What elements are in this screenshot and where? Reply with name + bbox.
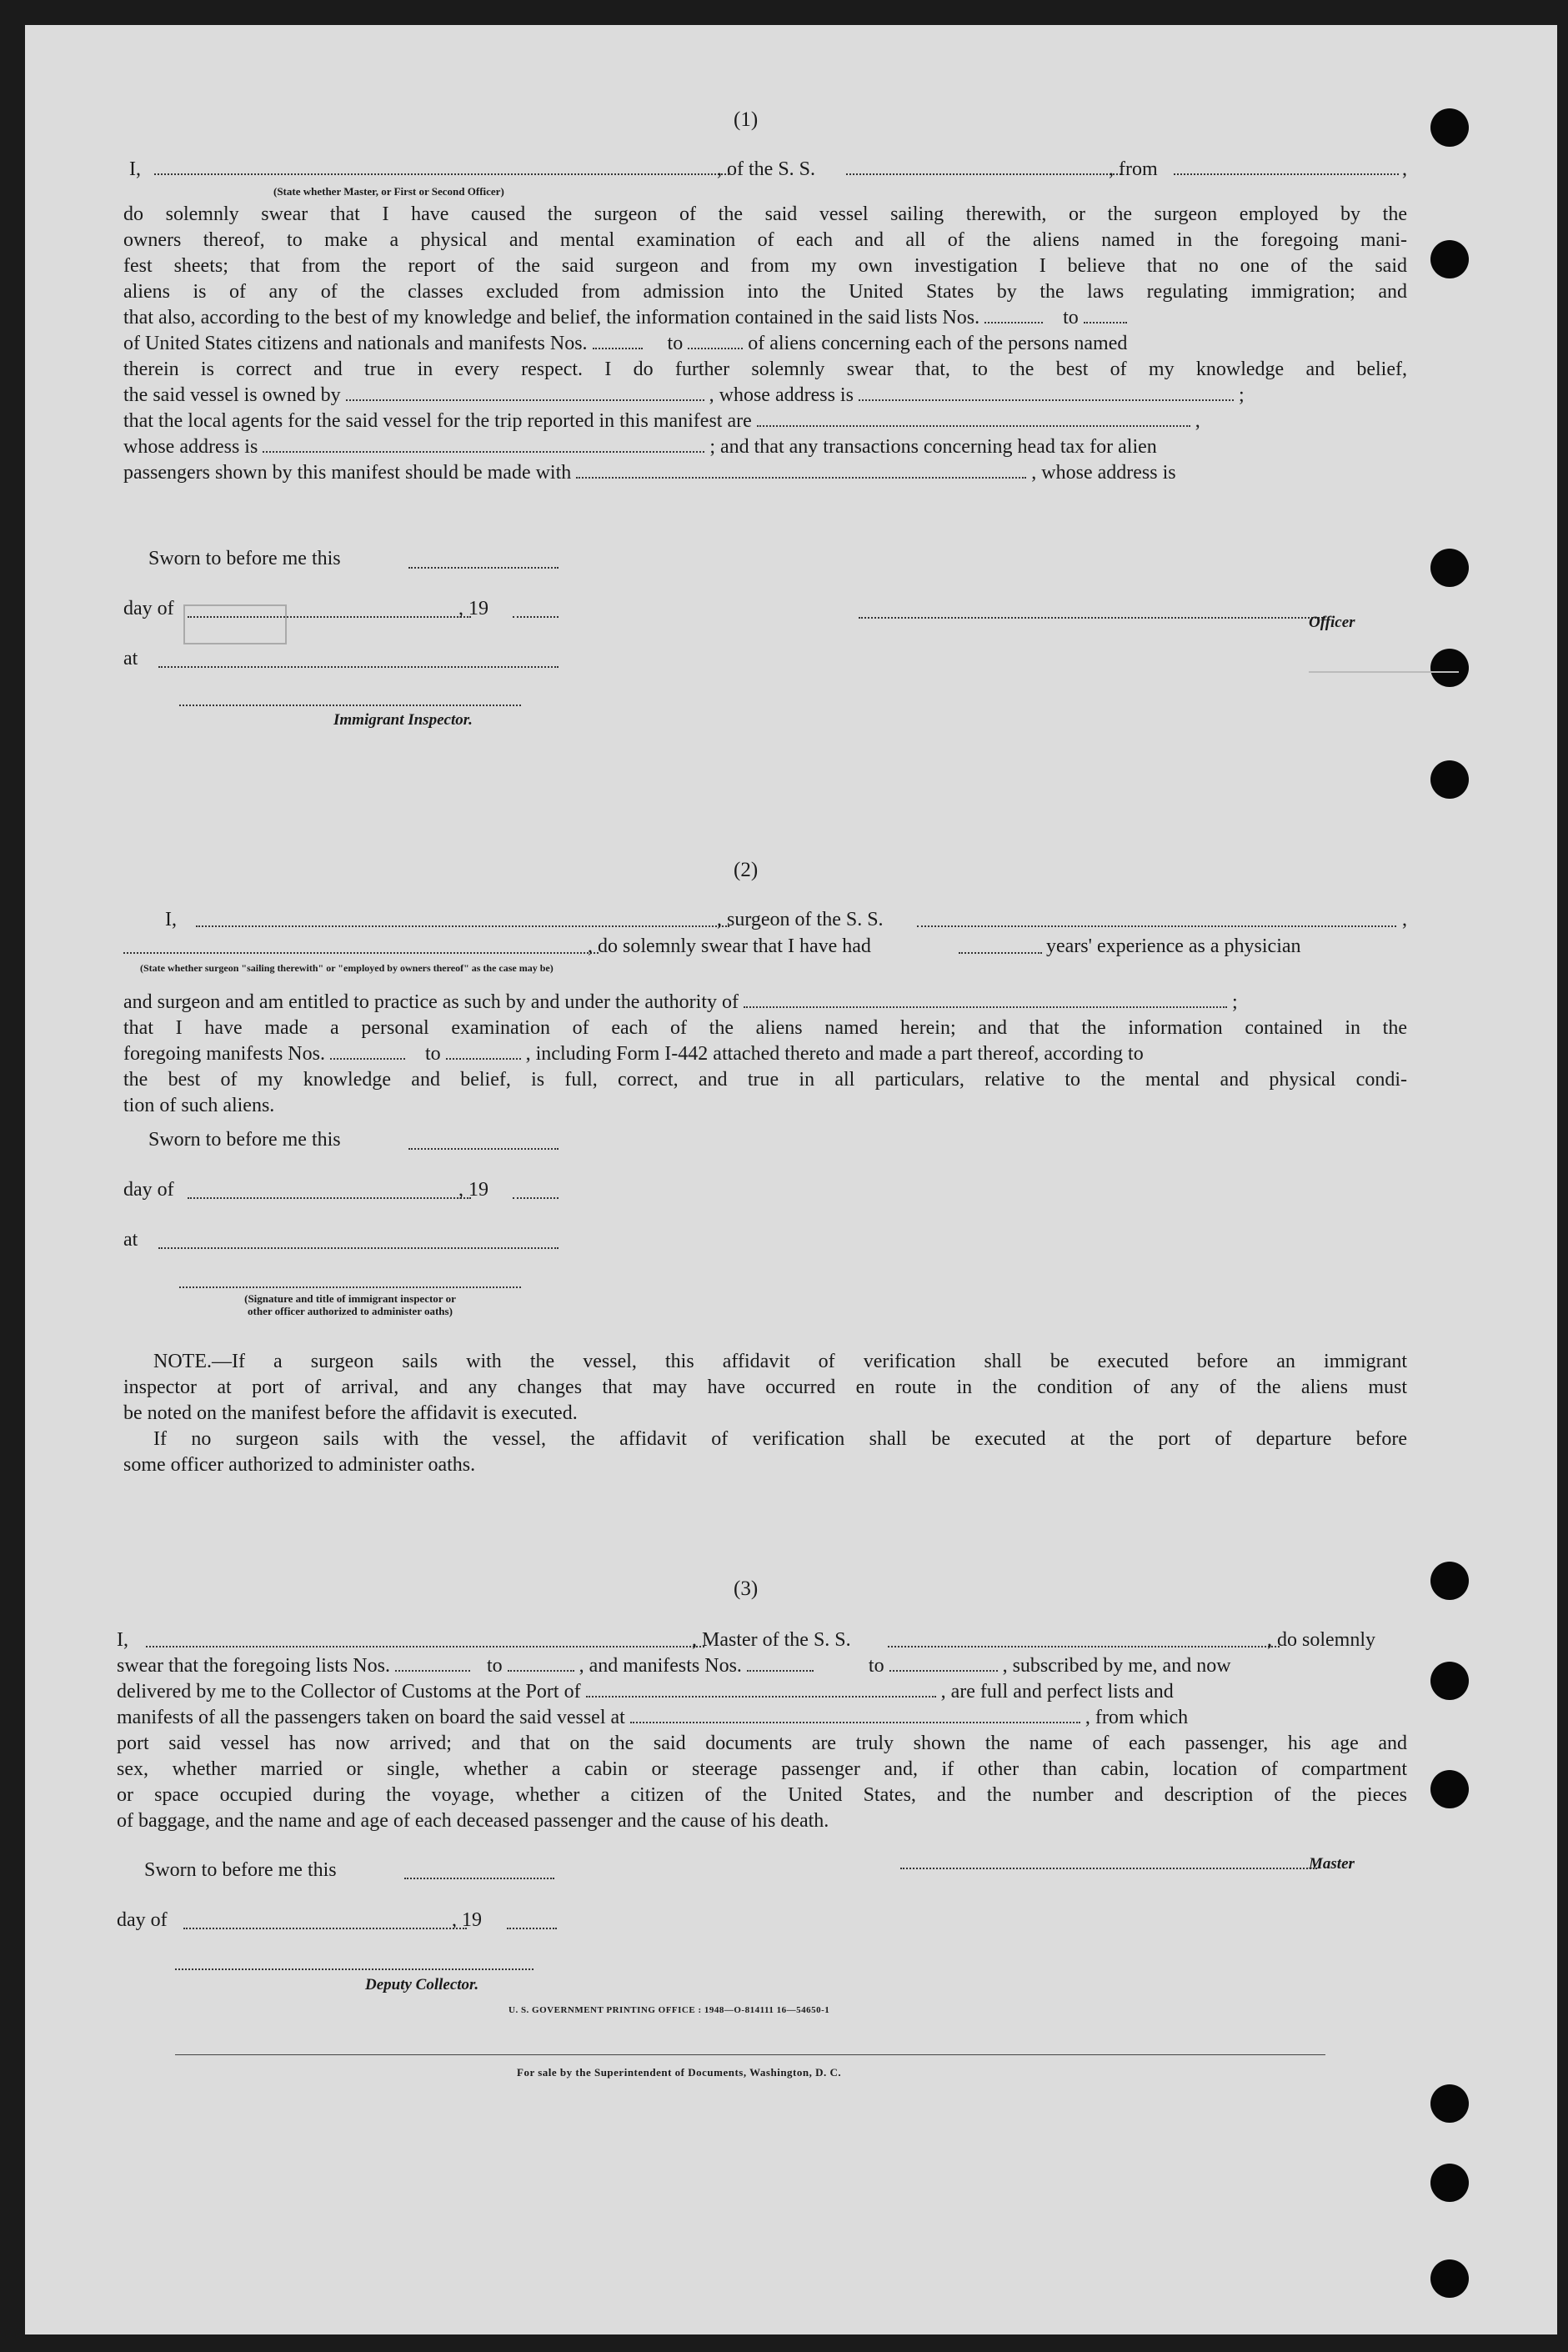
taken-label: manifests of all the passengers taken on board the said vessel at: [117, 1707, 625, 1728]
from-label: , from: [1109, 158, 1158, 180]
surgeon-manifests-from-field[interactable]: [330, 1041, 405, 1060]
agents-address-line: [123, 434, 1157, 460]
note-line: NOTE.—If a surgeon sails with the vessel, this affidavit of verification shall be executed before an immigrant: [153, 1351, 1407, 1372]
master-manifests-from-field[interactable]: [747, 1653, 814, 1672]
manifest-page: [25, 25, 1557, 2334]
agents-address-label: whose address is: [123, 436, 258, 458]
agents-field[interactable]: [757, 409, 1190, 427]
at-label: at: [123, 648, 138, 669]
section-1-paragraph: [123, 202, 1407, 305]
month-field[interactable]: [183, 1928, 467, 1929]
manifests-label: foregoing manifests Nos.: [123, 1043, 325, 1065]
sworn-day-field[interactable]: [408, 567, 559, 569]
master-vessel-field[interactable]: [888, 1646, 1280, 1647]
master-of-label: , Master of the S. S.: [692, 1629, 851, 1651]
manifests-line: [123, 1041, 1144, 1067]
lists-to-label: to: [1063, 307, 1079, 328]
paragraph-line: therein is correct and true in every respect. I do further solemnly swear that, to the best of my knowledge and belief,: [123, 359, 1407, 380]
surgeon-manifests-to-field[interactable]: [446, 1041, 521, 1060]
paragraph-line: port said vessel has now arrived; and that on the said documents are truly shown the name of each passenger, his age and: [117, 1733, 1407, 1754]
year-field[interactable]: [513, 1197, 559, 1199]
note-paragraph: [123, 1349, 1407, 1478]
paragraph-line: of baggage, and the name and age of each deceased passenger and the cause of his death.: [117, 1810, 829, 1832]
taken-line: [117, 1705, 1188, 1731]
semicolon: ;: [1238, 384, 1245, 406]
agents-label: that the local agents for the said vessel for the trip reported in this manifest are: [123, 410, 752, 432]
at-place-field[interactable]: [158, 666, 559, 668]
vessel-label: , of the S. S.: [717, 158, 816, 180]
punch-hole: [1430, 2259, 1469, 2298]
master-label: Master: [1309, 1855, 1355, 1873]
authority-line: [123, 990, 1238, 1016]
passengers-line: [123, 460, 1176, 486]
paragraph-line: that I have made a personal examination of each of the aliens named herein; and that the information contained in the: [123, 1017, 1407, 1039]
i-label: I,: [129, 158, 141, 180]
solemnly-label: , do solemnly swear that I have had: [588, 935, 871, 957]
years-experience-field[interactable]: [959, 952, 1042, 954]
port-field[interactable]: [586, 1679, 936, 1698]
month-field[interactable]: [188, 1197, 471, 1199]
paragraph-line: the best of my knowledge and belief, is full, correct, and true in all particulars, relative to the mental and physical condi-: [123, 1069, 1407, 1091]
note-line: be noted on the manifest before the affidavit is executed.: [123, 1402, 578, 1424]
punch-hole: [1430, 108, 1469, 147]
master-name-field[interactable]: [146, 1646, 704, 1647]
passengers-address-label: , whose address is: [1031, 462, 1176, 484]
official-signature-field[interactable]: [179, 1286, 521, 1288]
signature-caption: [179, 1292, 521, 1317]
bleed-through-mark: [1309, 671, 1459, 673]
deputy-collector-label: Deputy Collector.: [365, 1976, 479, 1993]
comma: ,: [1402, 909, 1407, 930]
punch-hole: [1430, 1662, 1469, 1700]
punch-hole: [1430, 240, 1469, 278]
citizens-end-label: of aliens concerning each of the persons named: [748, 333, 1128, 354]
year-label: , 19: [458, 598, 488, 619]
officer-rank-field[interactable]: [154, 173, 729, 175]
section-1-first-line: [129, 157, 141, 183]
i-label: I,: [165, 909, 177, 930]
punch-hole: [1430, 549, 1469, 587]
semicolon: ;: [1232, 991, 1238, 1013]
day-of-label: day of: [117, 1909, 168, 1931]
caption-line: other officer authorized to administer oaths): [248, 1305, 453, 1317]
comma: ,: [1195, 410, 1200, 432]
note-line: If no surgeon sails with the vessel, the affidavit of verification shall be executed at the port of departure before: [153, 1428, 1407, 1450]
master-signature-field[interactable]: [900, 1868, 1317, 1869]
citizens-label: of United States citizens and nationals and manifests Nos.: [123, 333, 588, 354]
citizens-to-label: to: [667, 333, 684, 354]
day-of-label: day of: [123, 598, 174, 619]
belief-paragraph: [123, 1067, 1407, 1119]
master-manifests-to-field[interactable]: [889, 1653, 998, 1672]
full-lists-label: , are full and perfect lists and: [940, 1681, 1174, 1703]
note-line: some officer authorized to administer oaths.: [123, 1454, 476, 1476]
footer-divider: [175, 2054, 1325, 2055]
sworn-day-field[interactable]: [404, 1878, 554, 1879]
delivered-label: delivered by me to the Collector of Customs at the Port of: [117, 1681, 581, 1703]
surgeon-label: , surgeon of the S. S.: [717, 909, 884, 930]
section-2-number: (2): [734, 859, 759, 881]
punch-hole: [1430, 649, 1469, 687]
authority-field[interactable]: [744, 990, 1227, 1008]
head-tax-party-field[interactable]: [576, 460, 1026, 479]
section-3-number: (3): [734, 1577, 759, 1600]
officer-signature-field[interactable]: [859, 617, 1325, 619]
comma: ,: [1402, 158, 1407, 180]
lists-to-field[interactable]: [1084, 305, 1127, 323]
day-of-label: day of: [123, 1179, 174, 1201]
passengers-label: passengers shown by this manifest should be made with: [123, 462, 572, 484]
solemnly-end-label: , do solemnly: [1267, 1629, 1375, 1651]
master-lists-to-field[interactable]: [508, 1653, 574, 1672]
manifests-to-field[interactable]: [688, 331, 743, 349]
owned-label: the said vessel is owned by: [123, 384, 341, 406]
punch-hole: [1430, 1562, 1469, 1600]
physician-label: years' experience as a physician: [1046, 935, 1301, 957]
for-sale-notice: For sale by the Superintendent of Documents, Washington, D. C.: [517, 2066, 842, 2079]
caption-line: (Signature and title of immigrant inspector or: [244, 1292, 456, 1305]
paragraph-line: do solemnly swear that I have caused the surgeon of the said vessel sailing therewith, or the surgeon employed by the: [123, 203, 1407, 225]
i-label: I,: [117, 1629, 128, 1651]
surgeon-status-caption: (State whether surgeon "sailing therewith" or "employed by owners thereof" as the case may be): [140, 962, 554, 974]
at-label: at: [123, 1229, 138, 1251]
lists-from-field[interactable]: [984, 305, 1043, 323]
sworn-label: Sworn to before me this: [148, 1129, 341, 1151]
manifests-to-label: to: [868, 1655, 884, 1677]
manifests-to-label: to: [424, 1043, 441, 1065]
examination-paragraph: [123, 1016, 1407, 1041]
paragraph-line: owners thereof, to make a physical and mental examination of each and all of the aliens named in the foregoing mani-: [123, 229, 1407, 251]
bleed-through-mark: [183, 604, 287, 644]
paragraph-line: sex, whether married or single, whether a cabin or steerage passenger and, if other than cabin, location of compartment: [117, 1758, 1407, 1780]
surgeon-name-field[interactable]: [196, 925, 729, 927]
year-field[interactable]: [507, 1928, 557, 1929]
lists-line: [123, 305, 1127, 331]
head-tax-label: ; and that any transactions concerning head tax for alien: [709, 436, 1157, 458]
lists-label: swear that the foregoing lists Nos.: [117, 1655, 390, 1677]
paragraph-line: tion of such aliens.: [123, 1095, 275, 1116]
owner-field[interactable]: [346, 383, 704, 401]
authority-label: and surgeon and am entitled to practice as such by and under the authority of: [123, 991, 739, 1013]
punch-hole: [1430, 1770, 1469, 1808]
month-field[interactable]: [188, 616, 471, 618]
master-lists-line: [117, 1653, 1231, 1679]
surgeon-status-field[interactable]: [123, 952, 599, 954]
master-lists-from-field[interactable]: [395, 1653, 470, 1672]
subscribed-label: , subscribed by me, and now: [1002, 1655, 1231, 1677]
printing-office-imprint: U. S. GOVERNMENT PRINTING OFFICE : 1948—O-814111 16—54650-1: [508, 2005, 830, 2015]
deputy-signature-field[interactable]: [175, 1968, 534, 1970]
year-label: , 19: [452, 1909, 482, 1931]
lists-label: that also, according to the best of my knowledge and belief, the information contained in the said lists Nos.: [123, 307, 980, 328]
punch-hole: [1430, 2084, 1469, 2123]
vessel-name-field[interactable]: [846, 173, 1121, 175]
master-paragraph: [117, 1731, 1407, 1834]
officer-rank-caption: (State whether Master, or First or Second Officer): [273, 185, 504, 198]
manifests-from-field[interactable]: [593, 331, 643, 349]
agents-address-field[interactable]: [263, 434, 704, 453]
paragraph-line: or space occupied during the voyage, whether a citizen of the United States, and the number and description of the pieces: [117, 1784, 1407, 1806]
manifests-label: , and manifests Nos.: [579, 1655, 742, 1677]
inspector-signature-field[interactable]: [179, 705, 521, 706]
sworn-label: Sworn to before me this: [144, 1859, 337, 1881]
at-place-field[interactable]: [158, 1247, 559, 1249]
paragraph-line: fest sheets; that from the report of the said surgeon and from my own investigation I believe that no one of the said: [123, 255, 1407, 277]
owner-address-field[interactable]: [859, 383, 1234, 401]
sworn-label: Sworn to before me this: [148, 548, 341, 569]
officer-label: Officer: [1309, 614, 1355, 631]
immigrant-inspector-label: Immigrant Inspector.: [333, 711, 473, 729]
from-which-label: , from which: [1085, 1707, 1189, 1728]
from-port-field[interactable]: [1174, 173, 1399, 175]
embark-port-field[interactable]: [630, 1705, 1080, 1723]
surgeon-vessel-field[interactable]: [917, 925, 1396, 927]
owned-line: [123, 383, 1245, 409]
lists-to-label: to: [486, 1655, 503, 1677]
correct-line: [123, 357, 1407, 383]
sworn-day-field[interactable]: [408, 1148, 559, 1150]
section-1-number: (1): [734, 108, 759, 131]
note-line: inspector at port of arrival, and any changes that may have occurred en route in the condition of any of the aliens must: [123, 1377, 1407, 1398]
punch-hole: [1430, 760, 1469, 799]
form-label: , including Form I-442 attached thereto and made a part thereof, according to: [525, 1043, 1144, 1065]
agents-line: [123, 409, 1200, 434]
year-label: , 19: [458, 1179, 488, 1201]
owner-address-label: , whose address is: [709, 384, 854, 406]
year-field[interactable]: [513, 616, 559, 618]
citizens-line: [123, 331, 1127, 357]
punch-hole: [1430, 2164, 1469, 2202]
paragraph-line: aliens is of any of the classes excluded from admission into the United States by the laws regulating immigration; and: [123, 281, 1407, 303]
delivered-line: [117, 1679, 1174, 1705]
